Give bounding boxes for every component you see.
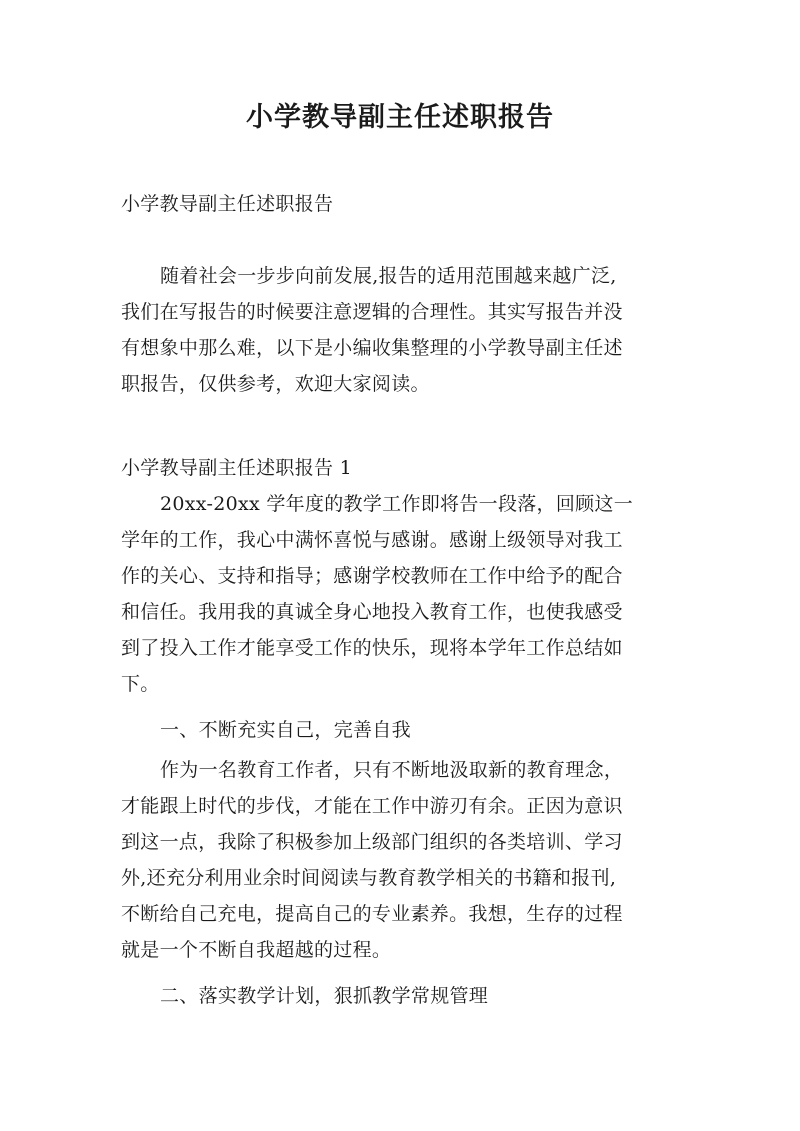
intro-line: 随着社会一步步向前发展,报告的适用范围越来越广泛,	[160, 265, 617, 287]
paragraph-line: 学年的工作，我心中满怀喜悦与感谢。感谢上级领导对我工	[121, 529, 623, 551]
paragraph-line: 作的关心、支持和指导；感谢学校教师在工作中给予的配合	[121, 565, 623, 587]
document-title: 小学教导副主任述职报告	[246, 102, 554, 133]
intro-line: 有想象中那么难，以下是小编收集整理的小学教导副主任述	[121, 337, 623, 359]
intro-line: 我们在写报告的时候要注意逻辑的合理性。其实写报告并没	[121, 301, 623, 323]
section-heading: 小学教导副主任述职报告 1	[121, 457, 353, 479]
paragraph-line: 下。	[121, 673, 160, 695]
point-heading: 一、不断充实自己，完善自我	[160, 719, 411, 741]
paragraph-line: 外,还充分利用业余时间阅读与教育教学相关的书籍和报刊,	[121, 867, 617, 889]
document-subtitle: 小学教导副主任述职报告	[121, 193, 334, 215]
intro-line: 职报告，仅供参考，欢迎大家阅读。	[121, 373, 430, 395]
paragraph-line: 才能跟上时代的步伐，才能在工作中游刃有余。正因为意识	[121, 795, 623, 817]
point-heading: 二、落实教学计划，狠抓教学常规管理	[160, 985, 489, 1007]
paragraph-line: 到了投入工作才能享受工作的快乐，现将本学年工作总结如	[121, 637, 623, 659]
paragraph-line: 20xx-20xx 学年度的教学工作即将告一段落，回顾这一	[160, 493, 634, 515]
paragraph-line: 作为一名教育工作者，只有不断地汲取新的教育理念，	[160, 759, 624, 781]
paragraph-line: 不断给自己充电，提高自己的专业素养。我想，生存的过程	[121, 903, 623, 925]
paragraph-line: 到这一点，我除了积极参加上级部门组织的各类培训、学习	[121, 831, 623, 853]
paragraph-line: 就是一个不断自我超越的过程。	[121, 939, 392, 961]
paragraph-line: 和信任。我用我的真诚全身心地投入教育工作，也使我感受	[121, 601, 623, 623]
